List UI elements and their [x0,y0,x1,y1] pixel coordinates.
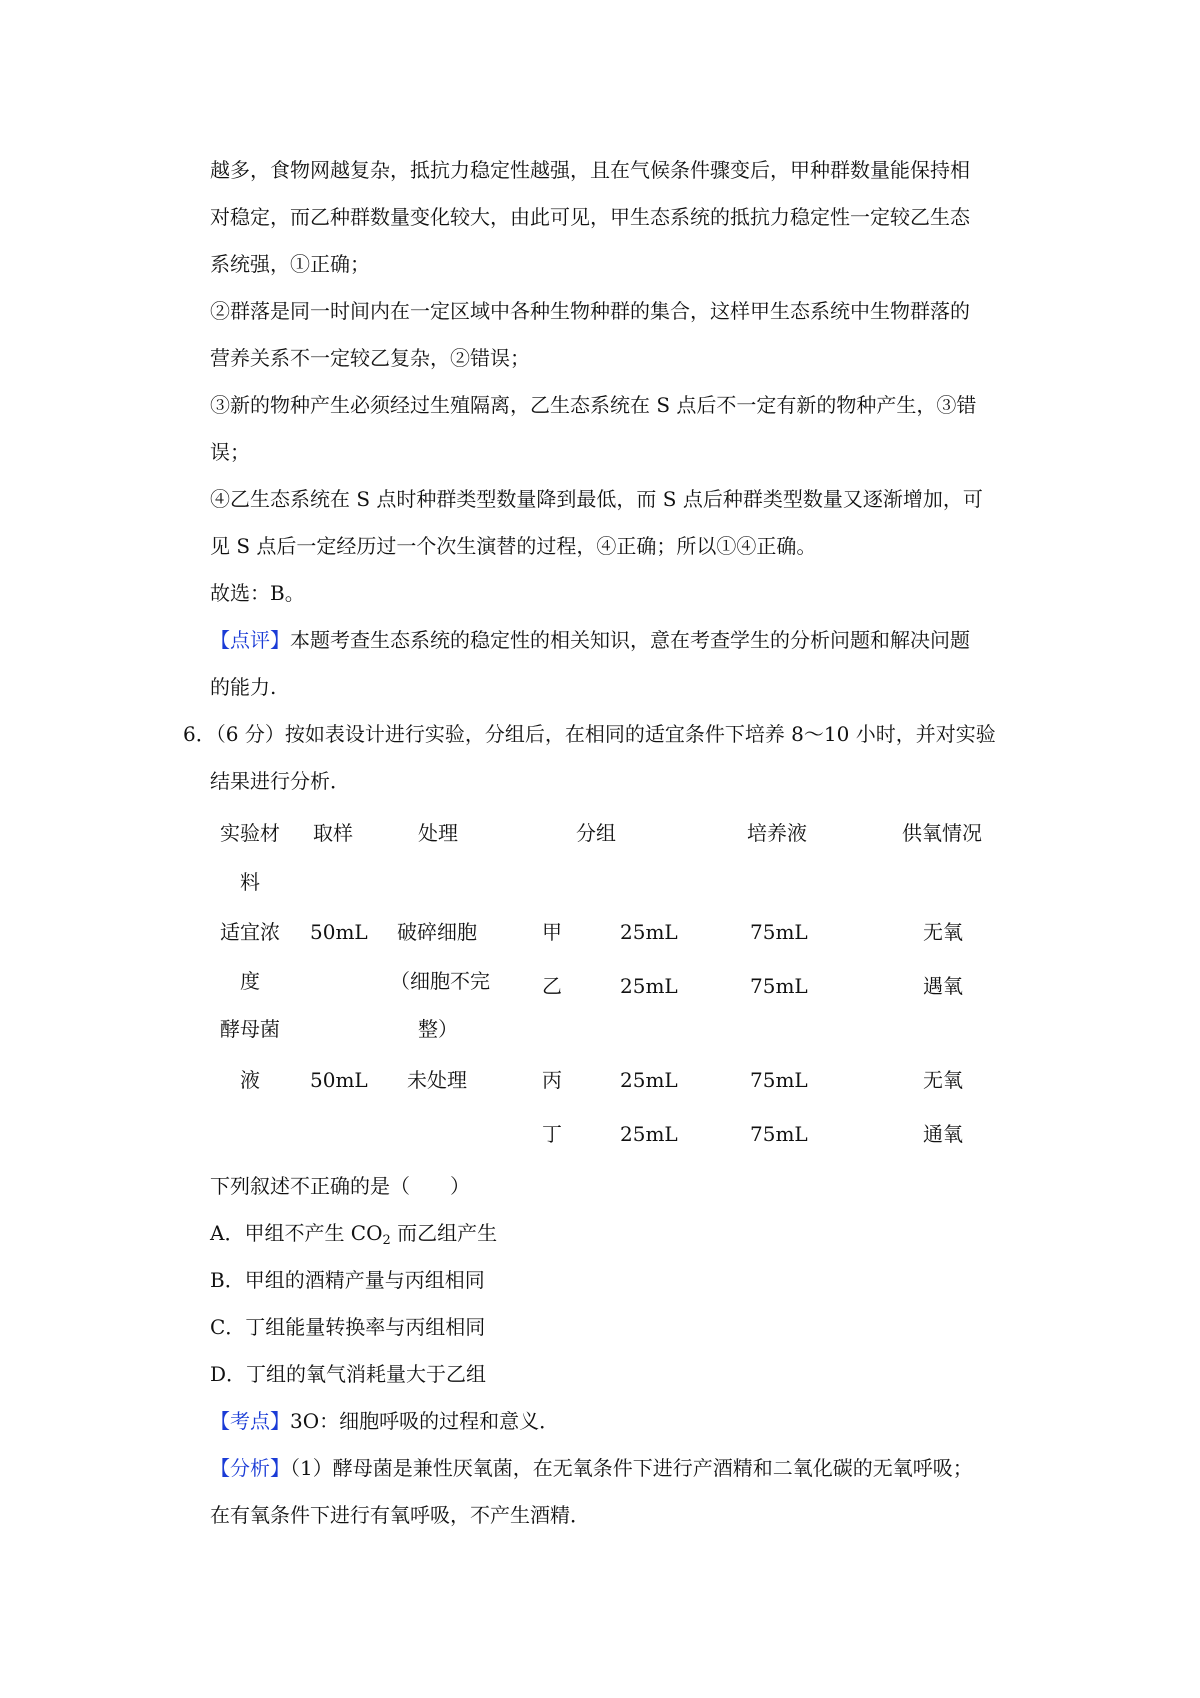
text-line: ②群落是同一时间内在一定区域中各种生物种群的集合，这样甲生态系统中生物群落的 [210,299,970,323]
review-text: 本题考查生态系统的稳定性的相关知识，意在考查学生的分析问题和解决问题 [290,628,970,652]
question-number: 6． [183,722,216,746]
option-b: B．甲组的酒精产量与丙组相同 [210,1268,485,1292]
group-cell: 丁 [542,1122,562,1146]
table-header-material: 实验材 [220,821,280,845]
option-d: D．丁组的氧气消耗量大于乙组 [210,1362,487,1386]
medium-cell: 75mL [750,1068,808,1092]
question-stem: （6 分）按如表设计进行实验，分组后，在相同的适宜条件下培养 8～10 小时，并对实验 [215,722,996,746]
material-cell: 液 [240,1068,260,1092]
table-header-material-2: 料 [240,870,260,894]
fenxi-text: （1）酵母菌是兼性厌氧菌，在无氧条件下进行产酒精和二氧化碳的无氧呼吸； [290,1456,973,1480]
text-line: 系统强，①正确； [210,252,370,276]
text-line: 越多，食物网越复杂，抵抗力稳定性越强，且在气候条件骤变后，甲种群数量能保持相 [210,158,970,182]
option-a [210,1221,498,1248]
material-cell: 适宜浓 [220,920,280,944]
kaodian-text: 3O：细胞呼吸的过程和意义． [290,1409,560,1433]
option-c: C．丁组能量转换率与丙组相同 [210,1315,486,1339]
material-cell: 酵母菌 [220,1017,280,1041]
medium-cell: 75mL [750,920,808,944]
treatment-cell: （细胞不完 [390,969,490,993]
treatment-cell: 整） [418,1017,458,1041]
review-tag: 【点评】 [210,628,290,652]
medium-cell: 75mL [750,1122,808,1146]
sample-cell: 50mL [310,1068,368,1092]
sample-cell: 50mL [310,920,368,944]
oxygen-cell: 遇氧 [923,974,963,998]
answer-line: 故选：B。 [210,581,305,605]
treatment-cell: 破碎细胞 [397,920,477,944]
question-prompt: 下列叙述不正确的是（ ） [210,1174,470,1198]
volume-cell: 25mL [620,1068,678,1092]
oxygen-cell: 无氧 [923,920,963,944]
group-cell: 丙 [542,1068,562,1092]
oxygen-cell: 通氧 [923,1122,963,1146]
group-cell: 乙 [542,974,562,998]
treatment-cell: 未处理 [407,1068,467,1092]
table-header-group: 分组 [576,821,616,845]
table-header-oxygen: 供氧情况 [902,821,982,845]
kaodian-tag: 【考点】 [210,1409,290,1433]
text-line: 对稳定，而乙种群数量变化较大，由此可见，甲生态系统的抵抗力稳定性一定较乙生态 [210,205,970,229]
volume-cell: 25mL [620,920,678,944]
kaodian-line [210,1409,559,1433]
text-line: 营养关系不一定较乙复杂，②错误； [210,346,530,370]
table-header-treatment: 处理 [418,821,458,845]
volume-cell: 25mL [620,974,678,998]
table-header-sample: 取样 [313,821,353,845]
group-cell: 甲 [542,920,562,944]
text-line: ③新的物种产生必须经过生殖隔离，乙生态系统在 S 点后不一定有新的物种产生，③错 [210,393,977,417]
material-cell: 度 [240,969,260,993]
subscript: 2 [382,1233,391,1248]
option-a-text: A．甲组不产生 CO [210,1221,383,1245]
fenxi-line [210,1456,973,1480]
medium-cell: 75mL [750,974,808,998]
table-header-medium: 培养液 [747,821,807,845]
text-line: 见 S 点后一定经历过一个次生演替的过程，④正确；所以①④正确。 [210,534,817,558]
oxygen-cell: 无氧 [923,1068,963,1092]
option-a-text-end: 而乙组产生 [390,1221,498,1245]
review-line-2: 的能力. [210,675,277,699]
fenxi-tag: 【分析】 [210,1456,290,1480]
text-line: ④乙生态系统在 S 点时种群类型数量降到最低，而 S 点后种群类型数量又逐渐增加，可 [210,487,983,511]
review-line [210,628,970,652]
text-line: 误； [210,440,250,464]
volume-cell: 25mL [620,1122,678,1146]
fenxi-line-2: 在有氧条件下进行有氧呼吸，不产生酒精． [210,1503,590,1527]
question-6-stem [183,722,996,746]
question-stem-2: 结果进行分析． [210,769,350,793]
